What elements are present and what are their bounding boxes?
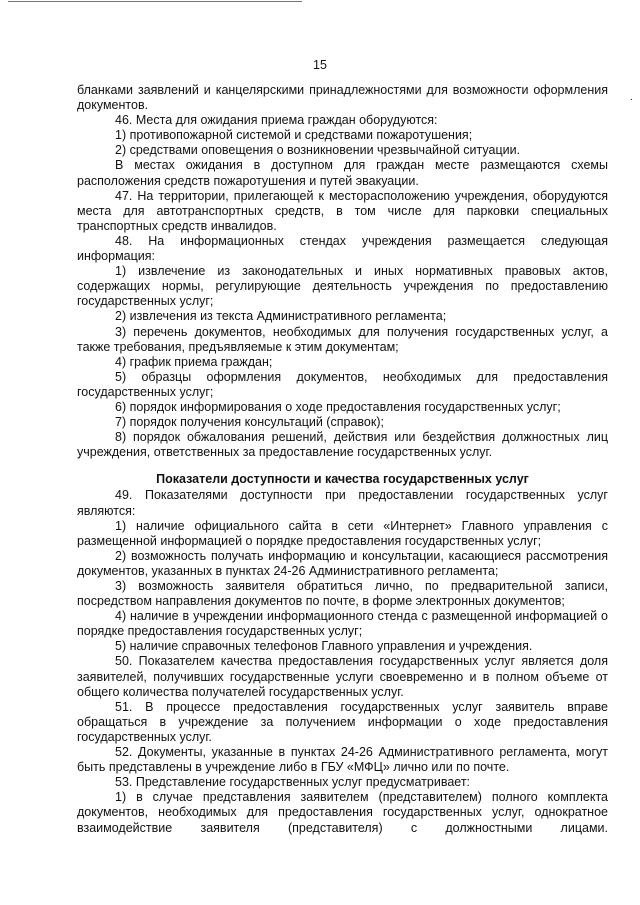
section-heading: Показатели доступности и качества государственных услуг: [156, 472, 529, 487]
paragraph: 51. В процессе предоставления государственных услуг заявитель вправе обращаться в учреждение за получением информации о ходе предоставления государственных услуг.: [77, 699, 608, 744]
paragraph: бланками заявлений и канцелярскими принадлежностями для возможности оформления документов.: [77, 83, 608, 113]
paragraph-group-requirements: [77, 83, 608, 460]
paragraph: 8) порядок обжалования решений, действия или бездействия должностных лиц учреждения, ответственных за предоставление государственных услуг.: [77, 430, 608, 460]
paragraph: 1) наличие официального сайта в сети «Интернет» Главного управления с размещенной информацией о порядке предоставления государственных услуг;: [77, 518, 608, 548]
page-number: 15: [313, 58, 327, 72]
paragraph: 2) извлечения из текста Административного регламента;: [115, 309, 447, 324]
paragraph: 4) график приема граждан;: [115, 354, 273, 369]
edge-mark: .: [630, 92, 633, 103]
top-rule: [8, 1, 302, 2]
paragraph: 6) порядок информирования о ходе предоставления государственных услуг;: [115, 399, 561, 414]
paragraph: 1) извлечение из законодательных и иных нормативных правовых актов, содержащих нормы, регулирующие деятельность учреждения по предоставлению государственных услуг;: [77, 264, 608, 309]
paragraph: 47. На территории, прилегающей к месторасположению учреждения, оборудуются места для автотранспортных средств, в том числе для парковки специальных транспортных средств инвалидов.: [77, 188, 608, 233]
paragraph: 1) в случае представления заявителем (представителем) полного комплекта документов, необходимых для предоставления государственных услуг, однократное взаимодействие заявителя (представителя) с должностными лицами.: [77, 790, 608, 835]
paragraph: 4) наличие в учреждении информационного стенда с размещенной информацией о порядке предоставления государственных услуг;: [77, 609, 608, 639]
paragraph: 5) наличие справочных телефонов Главного управления и учреждения.: [115, 639, 533, 654]
paragraph: 3) возможность заявителя обратиться лично, по предварительной записи, посредством направления документов по почте, в форме электронных документов;: [77, 579, 608, 609]
paragraph: 48. На информационных стендах учреждения размещается следующая информация:: [77, 233, 608, 264]
paragraph: 52. Документы, указанные в пунктах 24-26 Административного регламента, могут быть представлены в учреждение либо в ГБУ «МФЦ» лично или по почте.: [77, 745, 608, 775]
paragraph-group-indicators: [77, 488, 608, 835]
paragraph: 5) образцы оформления документов, необходимых для предоставления государственных услуг;: [77, 369, 608, 399]
paragraph: 50. Показателем качества предоставления государственных услуг является доля заявителей, получивших государственные услуги своевременно и в полном объеме от общего количества получателей государственных услуг.: [77, 654, 608, 699]
paragraph: 49. Показателями доступности при предоставлении государственных услуг являются:: [77, 488, 608, 518]
document-body: [77, 83, 608, 836]
paragraph: 3) перечень документов, необходимых для получения государственных услуг, а также требования, предъявляемые к этим документам;: [77, 324, 608, 354]
paragraph: В местах ожидания в доступном для граждан месте размещаются схемы расположения средств пожаротушения и путей эвакуации.: [77, 158, 608, 188]
paragraph: 2) средствами оповещения о возникновении чрезвычайной ситуации.: [115, 143, 521, 158]
paragraph: 7) порядок получения консультаций (справок);: [115, 415, 384, 430]
paragraph: 1) противопожарной системой и средствами пожаротушения;: [115, 128, 473, 143]
paragraph: 53. Представление государственных услуг предусматривает:: [115, 775, 471, 790]
paragraph: 2) возможность получать информацию и консультации, касающиеся рассмотрения документов, указанных в пунктах 24-26 Административного регламента;: [77, 548, 608, 578]
paragraph: 46. Места для ожидания приема граждан оборудуются:: [115, 113, 438, 128]
